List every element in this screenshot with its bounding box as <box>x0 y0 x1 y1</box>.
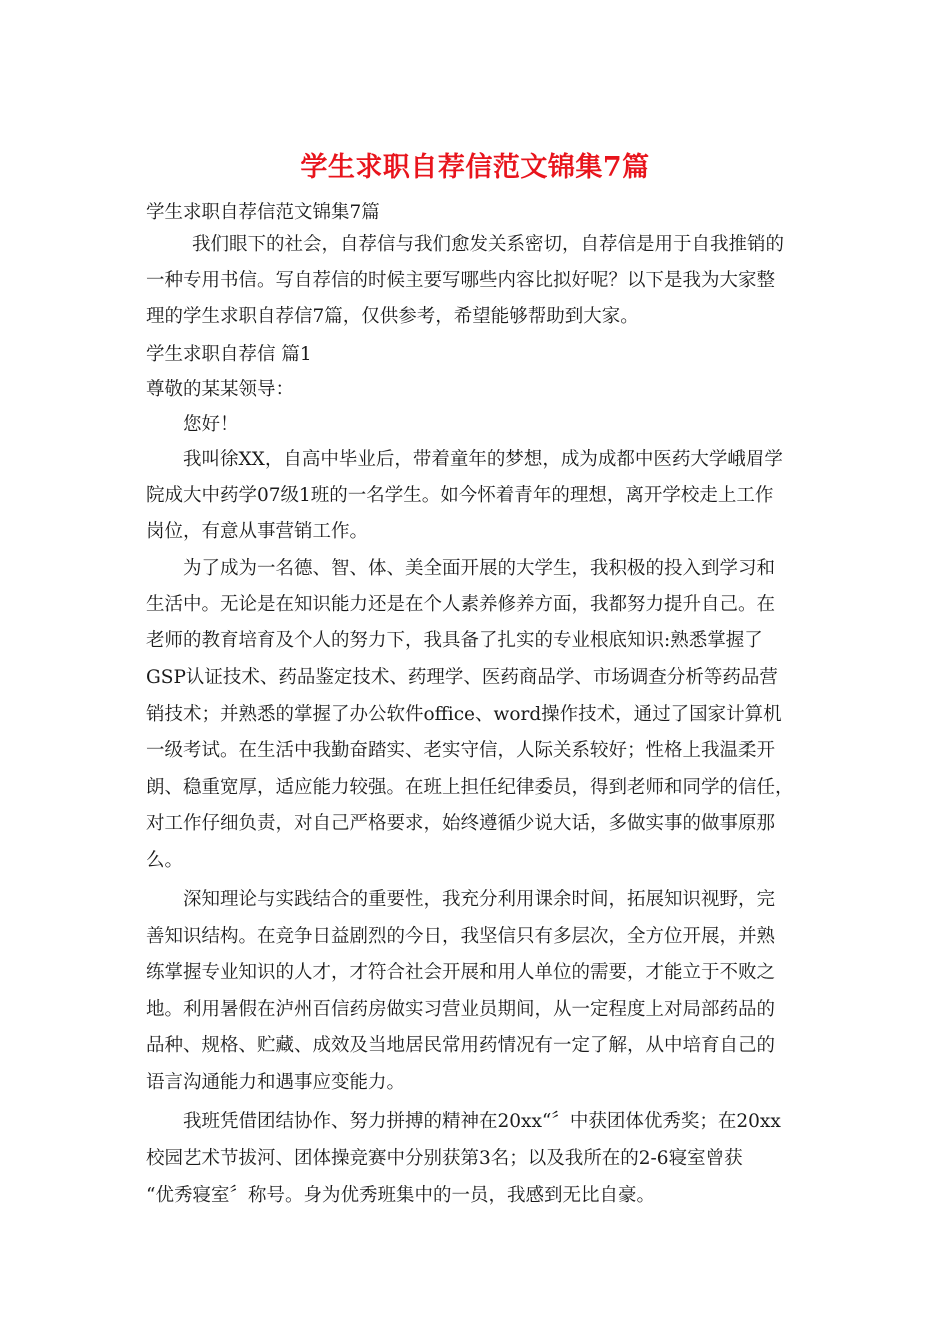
paragraph-line: 销技术；并熟悉的掌握了办公软件office、word操作技术，通过了国家计算机 <box>146 704 782 725</box>
paragraph-line: 理的学生求职自荐信7篇，仅供参考，希望能够帮助到大家。 <box>146 306 639 327</box>
salutation: 尊敬的某某领导： <box>146 379 295 400</box>
paragraph-line: 地。利用暑假在泸州百信药房做实习营业员期间，从一定程度上对局部药品的 <box>146 999 776 1020</box>
paragraph-line: 么。 <box>146 850 184 871</box>
paragraph-line: 善知识结构。在竞争日益剧烈的今日，我坚信只有多层次，全方位开展，并熟 <box>146 926 776 947</box>
paragraph-line: “优秀寝室〞称号。身为优秀班集中的一员，我感到无比自豪。 <box>146 1185 655 1206</box>
paragraph-line: 为了成为一名德、智、体、美全面开展的大学生，我积极的投入到学习和 <box>183 558 776 579</box>
paragraph-line: 练掌握专业知识的人才，才符合社会开展和用人单位的需要，才能立于不败之 <box>146 962 776 983</box>
paragraph-line: 对工作仔细负责，对自己严格要求，始终遵循少说大话，多做实事的做事原那 <box>146 813 776 834</box>
subtitle-line: 学生求职自荐信范文锦集7篇 <box>146 202 380 223</box>
paragraph-line: 生活中。无论是在知识能力还是在个人素养修养方面，我都努力提升自己。在 <box>146 594 776 615</box>
paragraph-line: 我班凭借团结协作、努力拼搏的精神在20xx“〞中获团体优秀奖；在20xx <box>183 1111 781 1132</box>
paragraph-line: 校园艺术节拔河、团体操竞赛中分别获第3名；以及我所在的2-6寝室曾获 <box>146 1148 743 1169</box>
paragraph-line: 深知理论与实践结合的重要性，我充分利用课余时间，拓展知识视野，完 <box>183 889 776 910</box>
paragraph-line: 院成大中药学07级1班的一名学生。如今怀着青年的理想，离开学校走上工作 <box>146 485 774 506</box>
paragraph-line: 一级考试。在生活中我勤奋踏实、老实守信，人际关系较好；性格上我温柔开 <box>146 740 776 761</box>
paragraph-line: 语言沟通能力和遇事应变能力。 <box>146 1072 406 1093</box>
paragraph-line: 岗位，有意从事营销工作。 <box>146 521 369 542</box>
paragraph-line: 品种、规格、贮藏、成效及当地居民常用药情况有一定了解，从中培育自己的 <box>146 1035 776 1056</box>
section-heading: 学生求职自荐信 篇1 <box>146 344 312 365</box>
paragraph-line: 老师的教育培育及个人的努力下，我具备了扎实的专业根底知识:熟悉掌握了 <box>146 630 763 651</box>
greeting: 您好！ <box>183 414 239 435</box>
paragraph-line: GSP认证技术、药品鉴定技术、药理学、医药商品学、市场调查分析等药品营 <box>146 667 778 688</box>
paragraph-line: 一种专用书信。写自荐信的时候主要写哪些内容比拟好呢？以下是我为大家整 <box>146 270 776 291</box>
paragraph-line: 我叫徐XX，自高中毕业后，带着童年的梦想，成为成都中医药大学峨眉学 <box>183 449 783 470</box>
paragraph-line: 朗、稳重宽厚，适应能力较强。在班上担任纪律委员，得到老师和同学的信任， <box>146 777 794 798</box>
paragraph-line: 我们眼下的社会，自荐信与我们愈发关系密切，自荐信是用于自我推销的 <box>192 234 785 255</box>
document-title: 学生求职自荐信范文锦集7篇 <box>300 152 650 183</box>
